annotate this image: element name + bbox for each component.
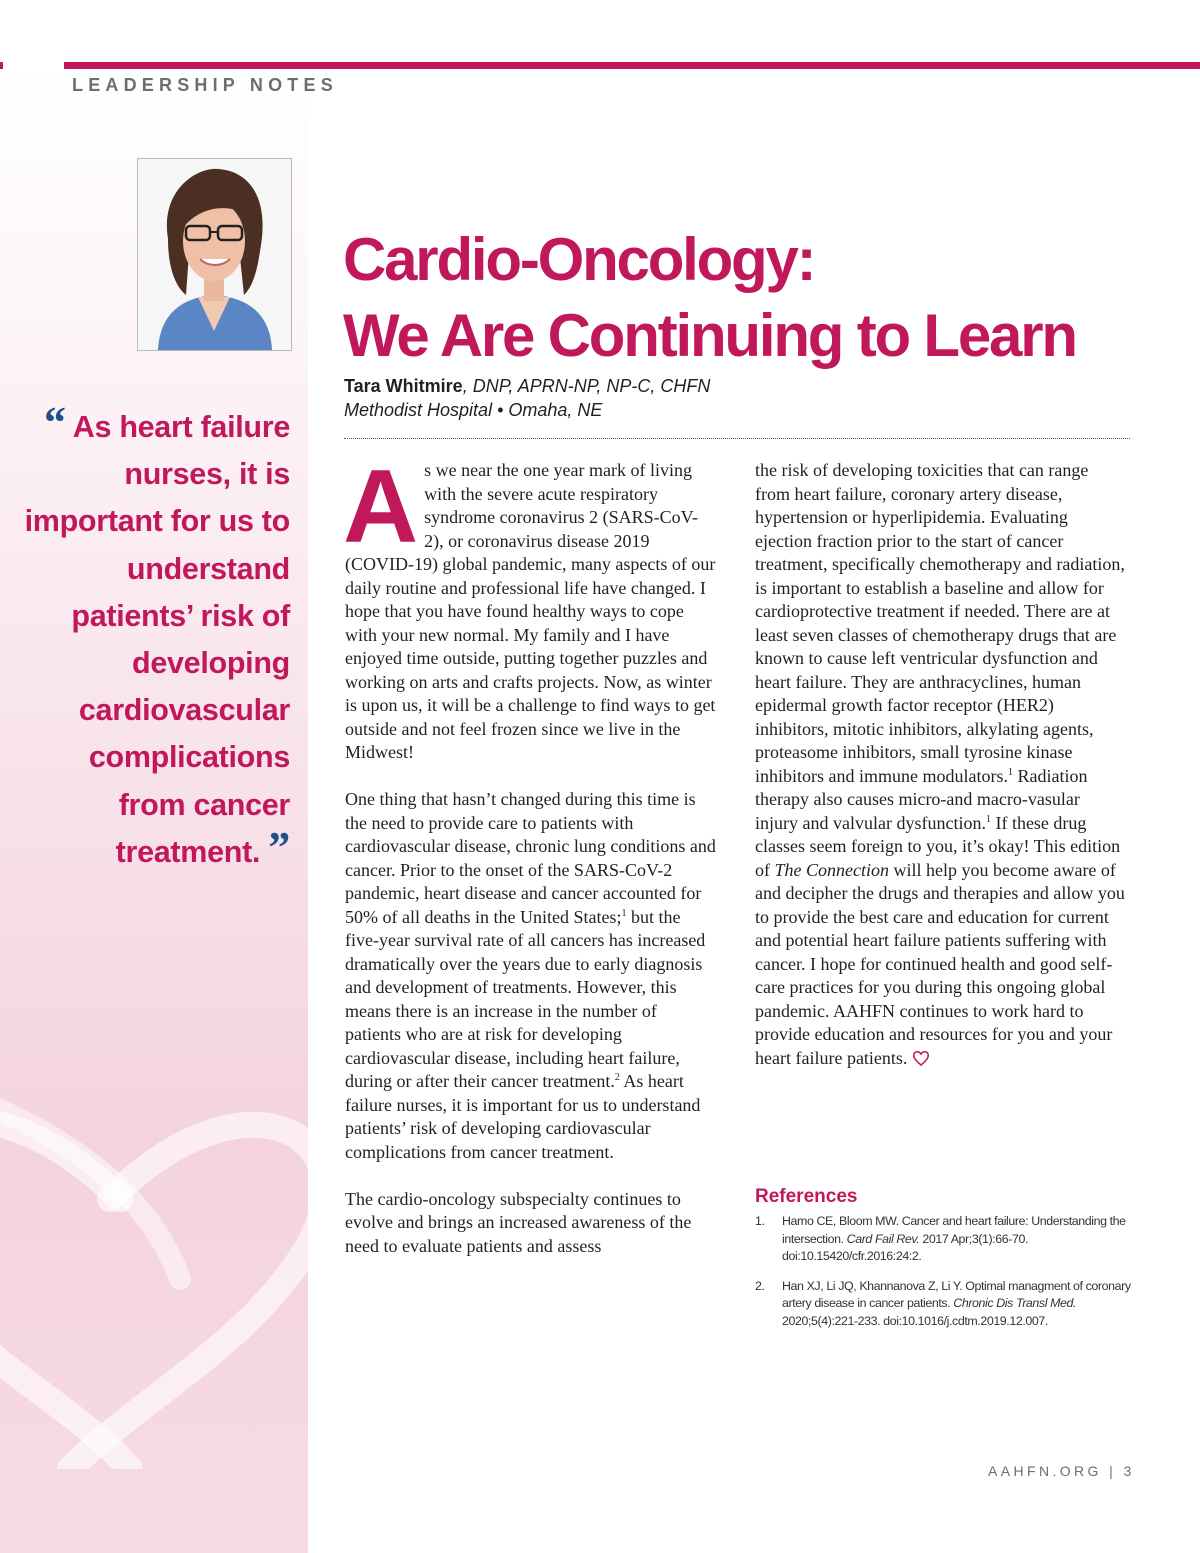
byline-divider <box>344 438 1130 439</box>
title-line-1: Cardio-Oncology: <box>343 226 815 293</box>
author-photo <box>137 158 292 351</box>
author-credentials: , DNP, APRN-NP, NP-C, CHFN <box>462 376 711 396</box>
drop-cap: A <box>343 449 419 565</box>
reference-item <box>755 1213 1135 1266</box>
paragraph-4-text-d: will help you become aware of and decipher the drugs and therapies and allow you to provide the best care and education for current and potential heart failure patients suffering with cancer. I hope for continued health and good self-care practices for you during this ongoing global pandemic. AAHFN continues to work hard to provide education and resources for you and your heart failure patients. <box>755 859 1125 1068</box>
reference-text: 2017 Apr;3(1):66-70. doi:10.15420/cfr.2016:24:2. <box>782 1231 1029 1264</box>
reference-journal: Chronic Dis Transl Med. <box>953 1296 1077 1311</box>
reference-number: 2. <box>755 1278 765 1293</box>
open-quote-mark: “ <box>44 398 66 447</box>
reference-text: Han XJ, Li JQ, Khannanova Z, Li Y. Optimal managment of coronary artery disease in cancer patients. <box>782 1278 1131 1311</box>
byline <box>344 374 710 422</box>
author-affiliation: Methodist Hospital • Omaha, NE <box>344 400 603 420</box>
reference-text: 2020;5(4):221-233. doi:10.1016/j.cdtm.2019.12.007. <box>782 1313 1048 1328</box>
article-column-right <box>755 459 1127 1094</box>
paragraph-4-text-c: If these drug classes seem foreign to you, it’s okay! This edition of <box>755 812 1121 880</box>
header-rule <box>64 62 1200 69</box>
paragraph-4-text-b: Radiation therapy also causes micro-and macro-vasular injury and valvular dysfunction. <box>755 765 1088 833</box>
article-column-left <box>343 449 717 1282</box>
paragraph-2 <box>345 788 717 1164</box>
publication-name: The Connection <box>774 859 889 880</box>
reference-item <box>755 1278 1135 1331</box>
references-heading: References <box>755 1186 858 1207</box>
title-line-2: We Are Continuing to Learn <box>343 302 1076 369</box>
paragraph-2-text-c: As heart failure nurses, it is important for us to understand patients’ risk of developing cardiovascular complications from cancer treatment. <box>345 1071 701 1162</box>
paragraph-4-text-a: the risk of developing toxicities that can range from heart failure, coronary artery disease, hypertension or hyperlipidemia. Evaluating ejection fraction prior to the start of cancer treatment, specifically chemotherapy and radiation, is important to establish a baseline and allow for cardioprotective treatment if needed. There are at least seven classes of chemotherapy drugs that are known to cause left ventricular dysfunction and heart failure. They are anthracyclines, human epidermal growth factor receptor (HER2) inhibitors, mitotic inhibitors, alkylating agents, proteasome inhibitors, small tyrosine kinase inhibitors and immune modulators. <box>755 460 1125 786</box>
citation-superscript: 1 <box>1007 766 1013 778</box>
reference-number: 1. <box>755 1214 765 1228</box>
pull-quote-text: As heart failure nurses, it is important for us to understand patients’ risk of developing cardiovascular complications from cancer treatment. <box>24 410 290 869</box>
heart-end-icon <box>912 1050 930 1066</box>
citation-superscript: 2 <box>614 1072 620 1083</box>
heart-ribbon-watermark <box>0 949 308 1469</box>
page-footer: AAHFN.ORG | 3 <box>988 1463 1135 1479</box>
citation-superscript: 1 <box>621 907 627 919</box>
paragraph-1 <box>343 449 717 765</box>
author-name: Tara Whitmire <box>344 376 463 396</box>
paragraph-2-text-b: but the five-year survival rate of all cancers has increased dramatically over the years due to early diagnosis and development of treatments. However, this means there is an increase in the number of patients who are at risk for developing cardiovascular disease, including heart failure, during or after their cancer treatment. <box>345 906 706 1091</box>
reference-journal: Card Fail Rev. <box>846 1231 920 1246</box>
citation-superscript: 1 <box>985 813 991 825</box>
close-quote-mark: ” <box>268 822 290 872</box>
references-list <box>755 1213 1135 1343</box>
paragraph-4 <box>755 459 1127 1070</box>
paragraph-1-text: s we near the one year mark of living with the severe acute respiratory syndrome coronavirus 2 (SARS-CoV-2), or coronavirus disease 2019 (COVID-19) global pandemic, many aspects of our daily routine and professional life have changed. I hope that you have found healthy ways to cope with your new normal. My family and I have enjoyed time outside, putting together puzzles and working on arts and crafts projects. Now, as winter is upon us, it will be a challenge to find ways to get outside and not feel frozen since we live in the Midwest! <box>345 460 716 762</box>
paragraph-3: The cardio-oncology subspecialty continues to evolve and brings an increased awareness of the need to evaluate patients and assess <box>345 1188 692 1256</box>
pull-quote <box>20 398 290 876</box>
paragraph-2-text-a: One thing that hasn’t changed during this time is the need to provide care to patients with cardiovascular disease, chronic lung conditions and cancer. Prior to the onset of the SARS-CoV-2 pandemic, heart disease and cancer accounted for 50% of all deaths in the United States; <box>345 789 716 927</box>
section-label: LEADERSHIP NOTES <box>72 75 338 95</box>
article-title <box>343 222 1076 374</box>
reference-text: Hamo CE, Bloom MW. Cancer and heart failure: Understanding the intersection. <box>782 1214 1126 1246</box>
corner-tick <box>0 62 3 69</box>
